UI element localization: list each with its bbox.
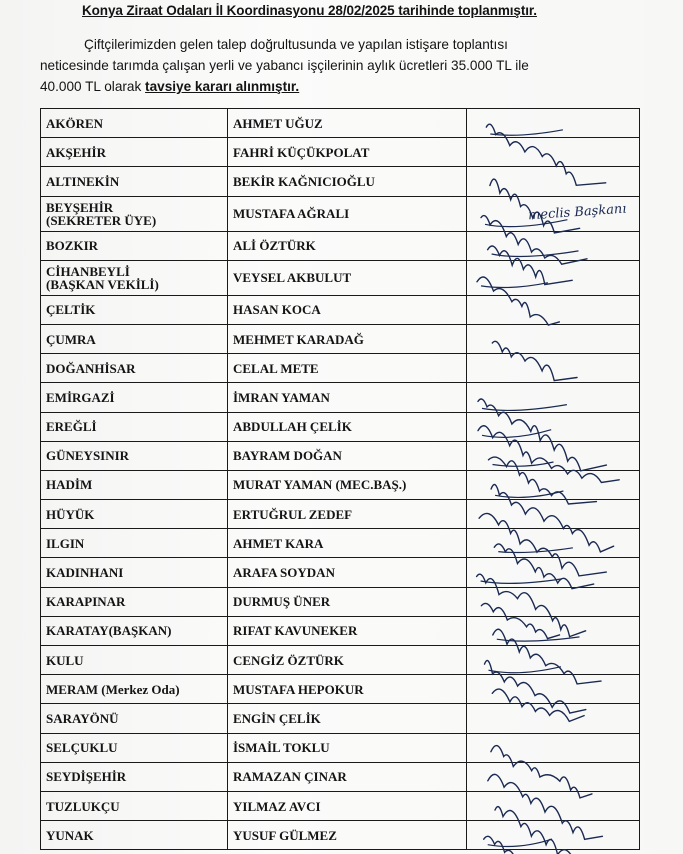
district-name: MERAM (Merkez Oda) [46,681,180,697]
signature-scribble [488,774,603,839]
district-name: CİHANBEYLİ [46,263,130,279]
district-name: ÇELTİK [46,302,96,318]
district-name: EMİRGAZİ [46,389,115,405]
person-name: ERTUĞRUL ZEDEF [228,500,467,529]
signature-scribble [494,544,593,589]
person-name: ALİ ÖZTÜRK [228,231,467,260]
person-name: ENGİN ÇELİK [228,704,467,733]
signature-underline [493,462,554,466]
person-name: BEKİR KAĞNICIOĞLU [228,167,467,196]
person-name: HASAN KOCA [228,295,467,324]
district-name: ALTINEKİN [46,173,120,189]
person-name: ABDULLAH ÇELİK [228,412,467,441]
person-name: CELAL METE [228,354,467,383]
district-name: KARATAY(BAŞKAN) [46,623,172,639]
district-name: HÜYÜK [46,506,95,522]
paragraph-line-2: neticesinde tarımda çalışan yerli ve yabancı işçilerinin aylık ücretleri 35.000 TL ile [40,58,529,73]
person-name: YUSUF GÜLMEZ [228,821,467,850]
person-name: AHMET UĞUZ [228,109,467,138]
district-name: GÜNEYSINIR [46,448,130,464]
person-name: YILMAZ AVCI [228,791,467,820]
signature-scribble [481,216,587,265]
person-name: MEHMET KARADAĞ [228,324,467,353]
signature-scribble [491,746,592,798]
person-name: MUSTAFA HEPOKUR [228,675,467,704]
signature-scribble [478,426,619,483]
district-role: (SEKRETER ÜYE) [46,212,157,228]
district-name: SEYDİŞEHİR [46,769,127,785]
district-name: ÇUMRA [46,331,96,347]
district-name: TUZLUKÇU [46,798,120,814]
district-name: ILGIN [46,535,85,551]
district-name: KULU [46,652,84,668]
district-name: HADİM [46,477,93,493]
person-name: DURMUŞ ÜNER [228,587,467,616]
signature-scribble [486,124,605,185]
document-title: Konya Ziraat Odaları İl Koordinasyonu 28/02/2025 tarihinde toplanmıştır. [82,3,537,18]
person-name: CENGİZ ÖZTÜRK [228,646,467,675]
signature-scribble [488,246,573,285]
district-name: AKÖREN [46,115,104,131]
person-name: İMRAN YAMAN [228,383,467,412]
district-name: YUNAK [46,827,94,843]
district-name: BOZKIR [46,238,99,254]
person-name: VEYSEL AKBULUT [228,260,467,295]
person-name: FAHRİ KÜÇÜKPOLAT [228,138,467,167]
district-name: KARAPINAR [46,594,126,610]
person-name: MURAT YAMAN (MEC.BAŞ.) [228,470,467,499]
district-role: (BAŞKAN VEKİLİ) [46,276,159,292]
person-name: RIFAT KAVUNEKER [228,616,467,645]
person-name: ARAFA SOYDAN [228,558,467,587]
district-name: SARAYÖNÜ [46,710,119,726]
district-name: EREĞLİ [46,419,97,435]
district-name: BEYŞEHİR [46,199,114,215]
person-name: MUSTAFA AĞRALI [228,196,467,231]
signature-underline [492,251,579,257]
district-name: AKŞEHİR [46,144,106,160]
signature-underline [497,637,580,641]
district-name: DOĞANHİSAR [46,360,136,376]
signature-underline [489,667,561,673]
district-name: SELÇUKLU [46,740,118,756]
district-name: KADINHANI [46,565,124,581]
person-name: İSMAİL TOKLU [228,733,467,762]
signature-scribble [485,661,586,714]
person-name: RAMAZAN ÇINAR [228,762,467,791]
signature-scribble [492,341,577,380]
paragraph-line-3-text: 40.000 TL olarak [40,79,146,94]
paragraph-line-1: Çiftçilerimizden gelen talep doğrultusunda ve yapılan istişare toplantısı [84,37,508,52]
handwritten-note: meclis Başkanı [527,201,627,224]
person-name: AHMET KARA [228,529,467,558]
signature-underline [488,839,552,846]
person-name: BAYRAM DOĞAN [228,441,467,470]
paragraph-decision-emphasis: tavsiye kararı alınmıştır. [145,79,300,94]
